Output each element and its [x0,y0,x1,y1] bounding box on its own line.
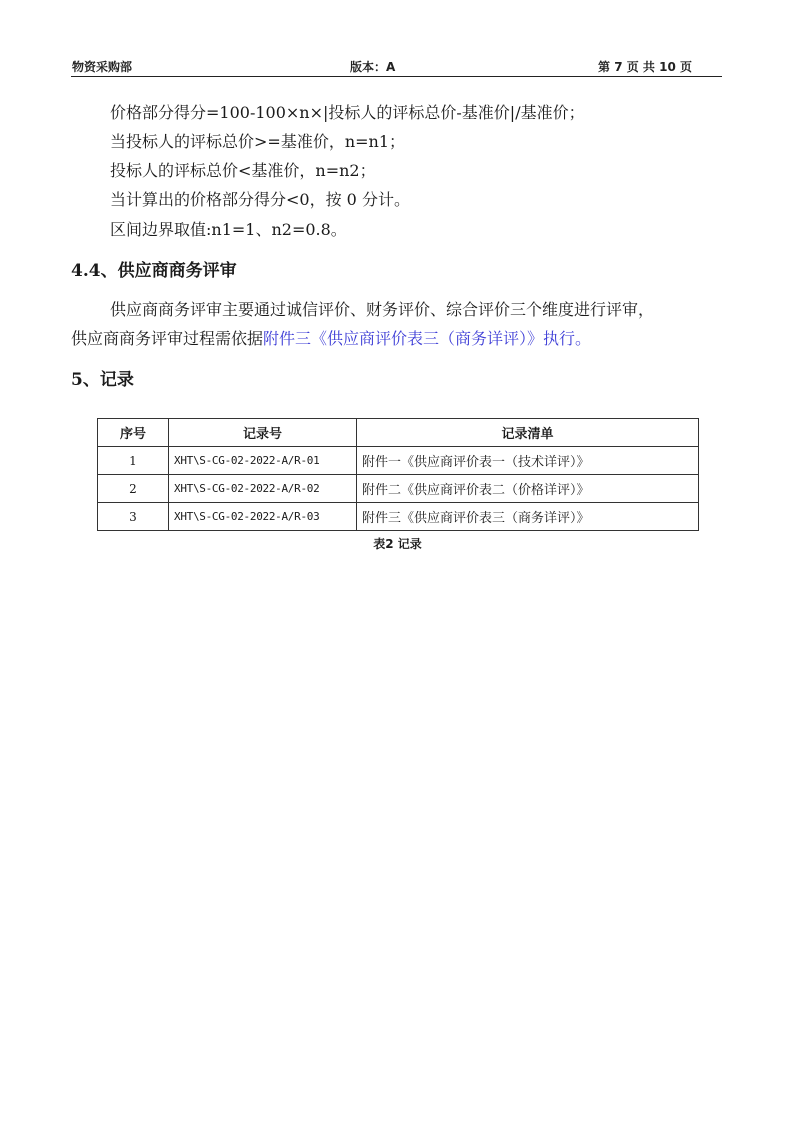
row-number: 3 [98,503,169,531]
table-header-row [98,419,699,447]
record-name: 附件一《供应商评价表一（技术详评）》 [357,447,699,475]
record-name: 附件二《供应商评价表二（价格详评）》 [357,475,699,503]
attachment-link[interactable]: 附件三《供应商评价表三（商务详评）》执行。 [263,329,592,348]
price-rule-above: 当投标人的评标总价>=基准价，n=n1； [110,132,406,151]
column-header-no: 序号 [98,419,169,447]
price-rule-below: 投标人的评标总价<基准价，n=n2； [110,161,376,180]
price-formula-line: 价格部分得分=100-100×n×|投标人的评标总价-基准价|/基准价； [110,103,585,122]
record-code: XHT\S-CG-02-2022-A/R-03 [169,503,357,531]
table-row [98,447,699,475]
record-code: XHT\S-CG-02-2022-A/R-02 [169,475,357,503]
section-4-4-paragraph-line1: 供应商商务评审主要通过诚信评价、财务评价、综合评价三个维度进行评审， [110,300,655,319]
paragraph-text: 供应商商务评审过程需依据 [71,329,264,348]
record-code: XHT\S-CG-02-2022-A/R-01 [169,447,357,475]
section-heading-5: 5、记录 [71,370,134,390]
header-version: 版本：A [350,60,396,74]
table-row [98,503,699,531]
column-header-code: 记录号 [169,419,357,447]
table-row [98,475,699,503]
records-table [97,418,699,531]
row-number: 2 [98,475,169,503]
page-header [71,56,722,77]
price-boundary-values: 区间边界取值:n1=1、n2=0.8。 [110,220,347,239]
section-heading-4-4: 4.4、供应商商务评审 [71,261,237,281]
header-page-info: 第 7 页 共 10 页 [598,60,692,74]
record-name: 附件三《供应商评价表三（商务详评）》 [357,503,699,531]
column-header-list: 记录清单 [357,419,699,447]
price-rule-negative: 当计算出的价格部分得分<0，按 0 分计。 [110,190,410,209]
header-department: 物资采购部 [72,60,133,74]
table-caption: 表2 记录 [373,537,422,551]
row-number: 1 [98,447,169,475]
section-4-4-paragraph-line2 [71,328,591,350]
